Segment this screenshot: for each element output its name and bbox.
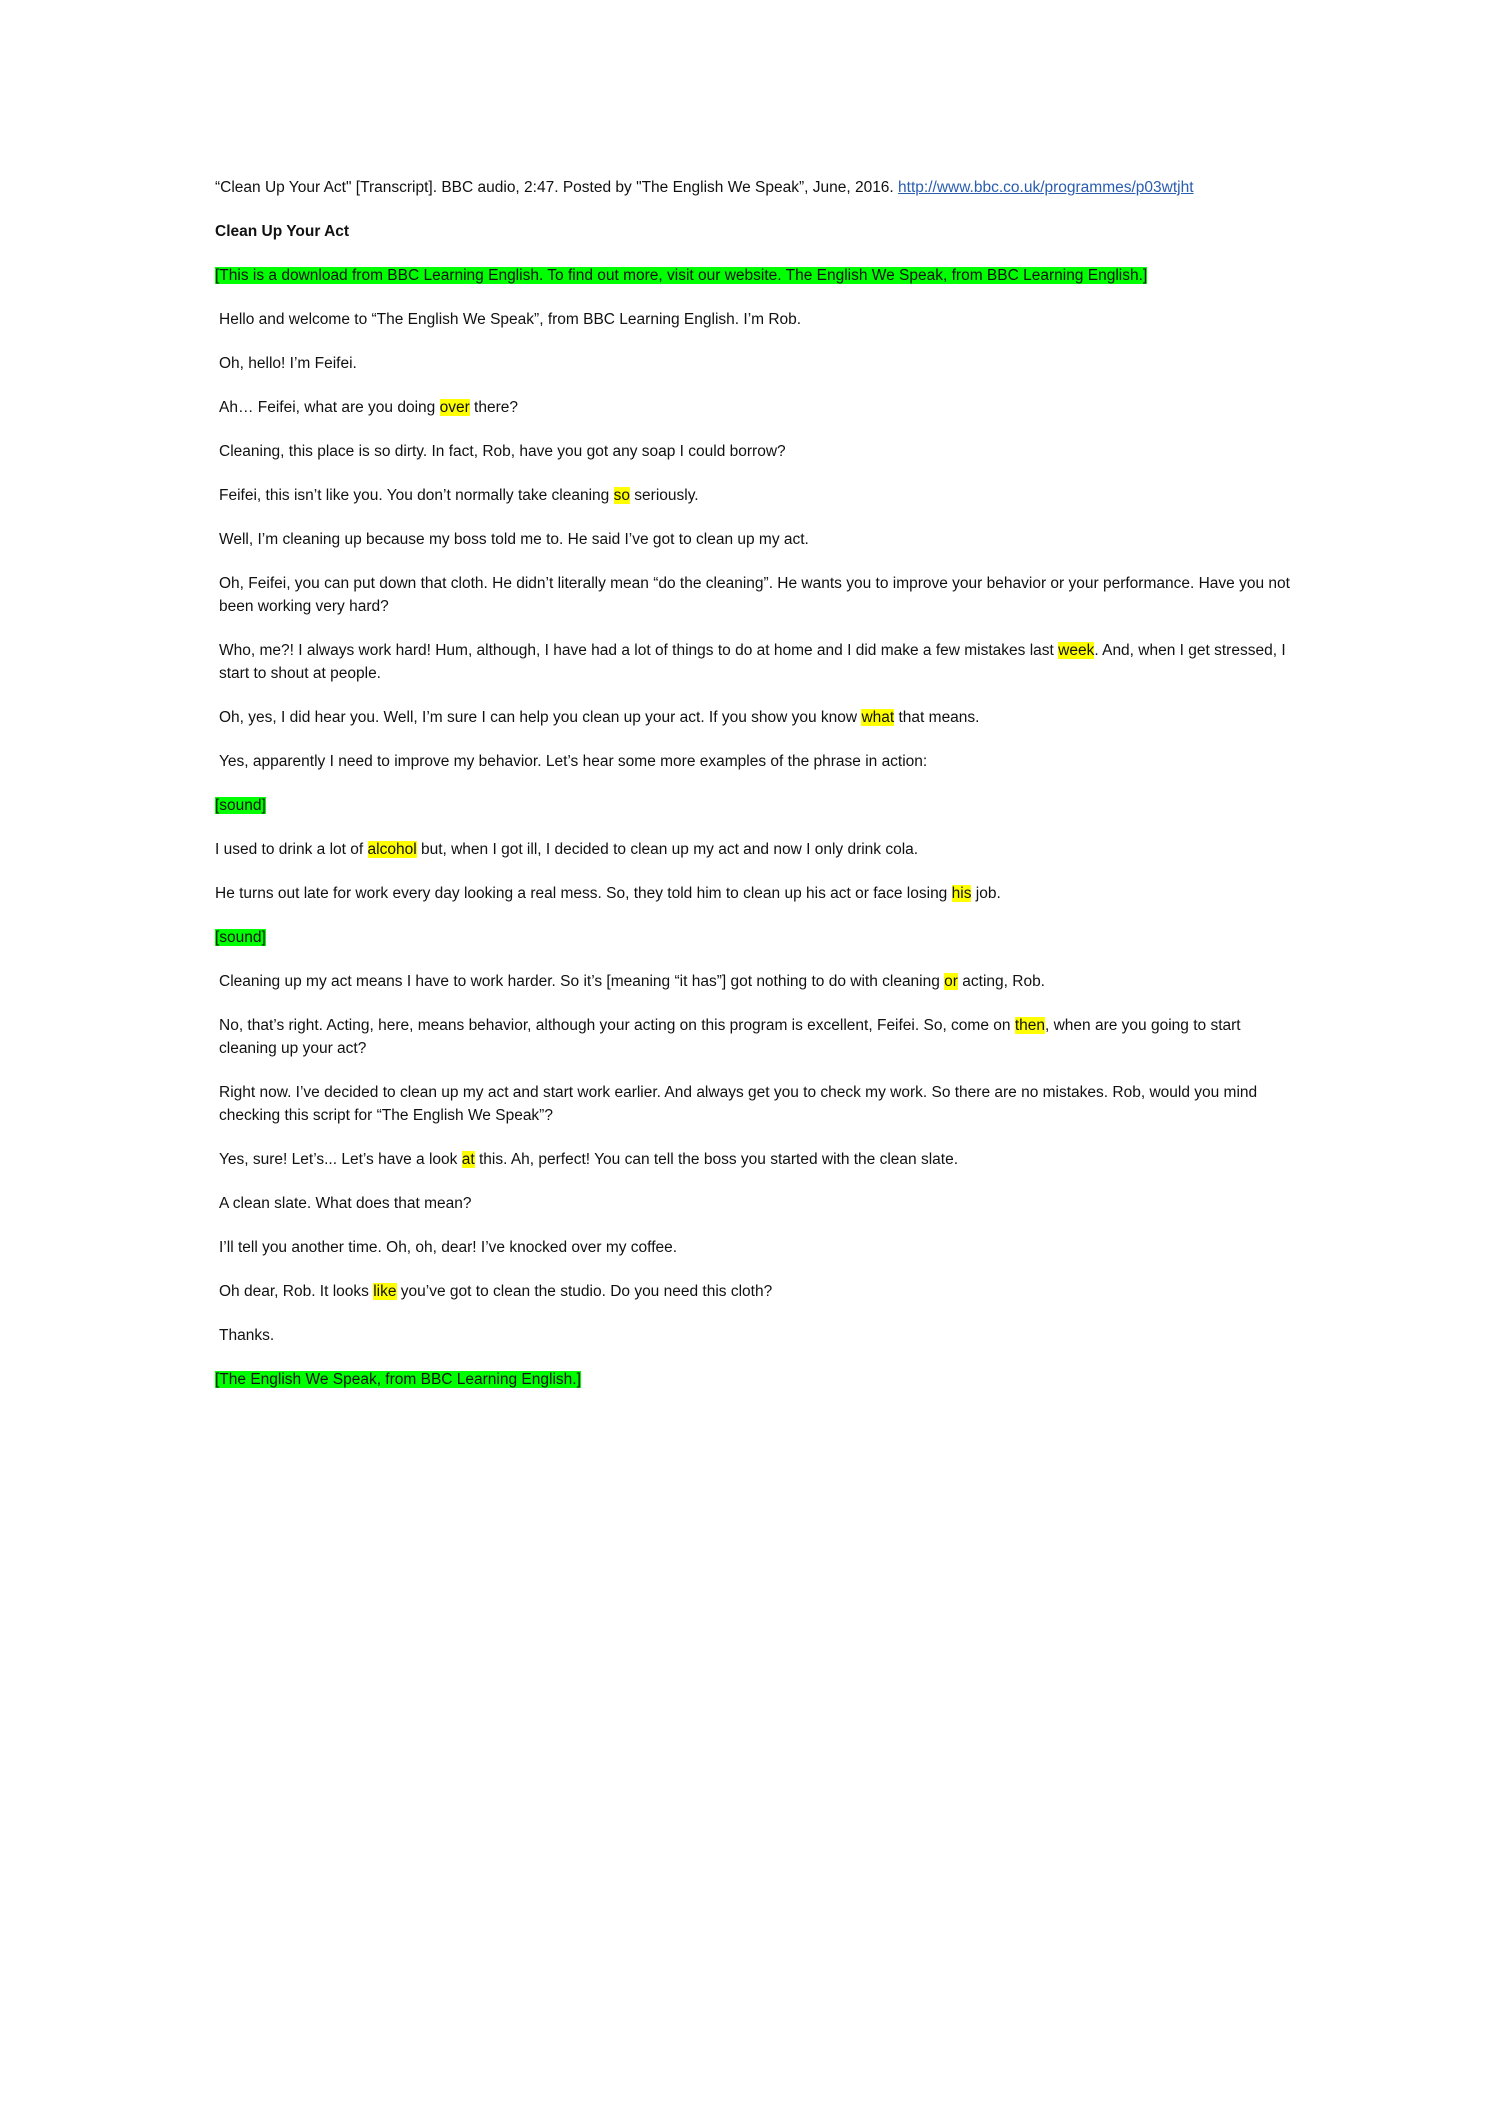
line-text: but, when I got ill, I decided to clean up my act and now I only drink cola.	[416, 841, 919, 858]
highlighted-word: like	[373, 1283, 397, 1300]
outro-line	[215, 1368, 1290, 1391]
transcript-line	[215, 838, 1290, 861]
citation	[215, 176, 1290, 199]
line-text: Right now. I’ve decided to clean up my act and start work earlier. And always get you to check my work. So there are no mistakes. Rob, would you mind checking this script for “The English We Speak”?	[219, 1084, 1258, 1124]
transcript-line	[215, 440, 1290, 463]
line-text: Oh dear, Rob. It looks	[219, 1283, 374, 1300]
line-text: No, that’s right. Acting, here, means behavior, although your acting on this program is excellent, Feifei. So, come on	[219, 1017, 1015, 1034]
line-text: Ah… Feifei, what are you doing	[219, 399, 440, 416]
highlighted-word: over	[439, 399, 470, 416]
line-text: Cleaning, this place is so dirty. In fact, Rob, have you got any soap I could borrow?	[219, 443, 786, 460]
line-text: Oh, hello! I’m Feifei.	[219, 355, 357, 372]
transcript-line	[215, 1192, 1290, 1215]
document-body	[215, 176, 1290, 1412]
transcript-line	[215, 1014, 1290, 1060]
outro-highlight: [The English We Speak, from BBC Learning English.]	[215, 1371, 581, 1388]
transcript-line	[215, 1280, 1290, 1303]
transcript-line	[215, 1148, 1290, 1171]
highlighted-word: his	[951, 885, 972, 902]
line-text: , when are you going to start cleaning up your act?	[219, 1017, 1241, 1057]
transcript	[215, 308, 1290, 1347]
citation-text: “Clean Up Your Act" [Transcript]. BBC audio, 2:47. Posted by "The English We Speak”, June, 2016.	[215, 179, 899, 196]
highlighted-word: alcohol	[367, 841, 417, 858]
transcript-line	[215, 396, 1290, 419]
transcript-line	[215, 794, 1290, 817]
line-text: acting, Rob.	[957, 973, 1045, 990]
highlighted-word: week	[1058, 642, 1095, 659]
line-text: I used to drink a lot of	[215, 841, 368, 858]
transcript-line	[215, 1081, 1290, 1127]
line-text: there?	[469, 399, 518, 416]
transcript-line	[215, 706, 1290, 729]
citation-link[interactable]: http://www.bbc.co.uk/programmes/p03wtjht	[898, 179, 1194, 196]
highlighted-word: so	[613, 487, 630, 504]
line-text: Oh, Feifei, you can put down that cloth. He didn’t literally mean “do the cleaning”. He wants you to improve your behavior or your performance. Have you not been working very hard?	[219, 575, 1290, 615]
document-title: Clean Up Your Act	[215, 223, 350, 240]
transcript-line	[215, 926, 1290, 949]
sound-cue: [sound]	[215, 929, 266, 946]
transcript-line	[215, 572, 1290, 618]
line-text: Feifei, this isn’t like you. You don’t normally take cleaning	[219, 487, 614, 504]
line-text: you’ve got to clean the studio. Do you need this cloth?	[396, 1283, 773, 1300]
line-text: Yes, apparently I need to improve my behavior. Let’s hear some more examples of the phrase in action:	[219, 753, 928, 770]
line-text: Cleaning up my act means I have to work harder. So it’s [meaning “it has”] got nothing to do with cleaning	[219, 973, 945, 990]
transcript-line	[215, 639, 1290, 685]
line-text: that means.	[894, 709, 980, 726]
intro-line	[215, 264, 1290, 287]
transcript-line	[215, 484, 1290, 507]
transcript-line	[215, 352, 1290, 375]
line-text: this. Ah, perfect! You can tell the boss you started with the clean slate.	[474, 1151, 959, 1168]
highlighted-word: or	[944, 973, 958, 990]
line-text: job.	[971, 885, 1001, 902]
line-text: A clean slate. What does that mean?	[219, 1195, 472, 1212]
line-text: Thanks.	[219, 1327, 275, 1344]
line-text: Who, me?! I always work hard! Hum, although, I have had a lot of things to do at home and I did make a few mistakes last	[219, 642, 1059, 659]
line-text: He turns out late for work every day looking a real mess. So, they told him to clean up his act or face losing	[215, 885, 952, 902]
transcript-line	[215, 1236, 1290, 1259]
line-text: Well, I’m cleaning up because my boss told me to. He said I’ve got to clean up my act.	[219, 531, 809, 548]
line-text: I’ll tell you another time. Oh, oh, dear! I’ve knocked over my coffee.	[219, 1239, 678, 1256]
highlighted-word: what	[861, 709, 895, 726]
line-text: seriously.	[629, 487, 699, 504]
highlighted-word: at	[461, 1151, 475, 1168]
sound-cue: [sound]	[215, 797, 266, 814]
transcript-line	[215, 970, 1290, 993]
intro-highlight: [This is a download from BBC Learning English. To find out more, visit our website. The English We Speak, from BBC Learning English.]	[215, 267, 1148, 284]
transcript-line	[215, 750, 1290, 773]
transcript-line	[215, 1324, 1290, 1347]
line-text: . And, when I get stressed, I start to shout at people.	[219, 642, 1286, 682]
highlighted-word: then	[1014, 1017, 1045, 1034]
transcript-line	[215, 308, 1290, 331]
line-text: Oh, yes, I did hear you. Well, I’m sure I can help you clean up your act. If you show you know	[219, 709, 862, 726]
transcript-line	[215, 882, 1290, 905]
line-text: Hello and welcome to “The English We Speak”, from BBC Learning English. I’m Rob.	[219, 311, 802, 328]
transcript-line	[215, 528, 1290, 551]
line-text: Yes, sure! Let’s... Let’s have a look	[219, 1151, 462, 1168]
